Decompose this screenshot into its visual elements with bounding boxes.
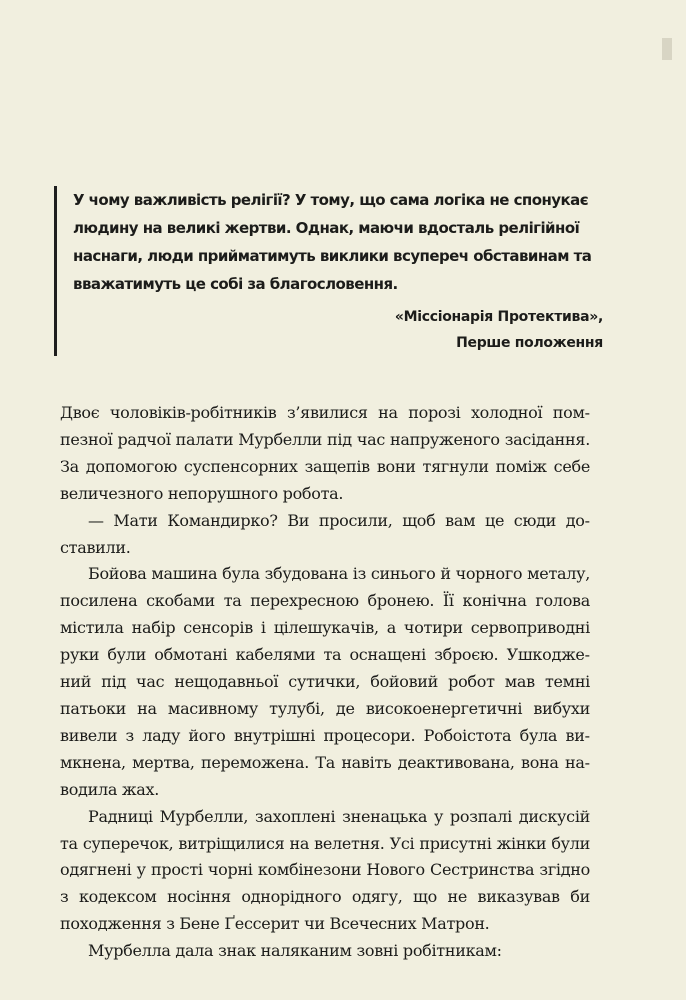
epigraph-quote: У чому важливість релігії? У тому, що сама логіка не спонукає людину на великі жертви. Однак, маючи вдосталь релігійної наснаги, люди прийматимуть виклики всупереч обставинам та вважатимуть це собі за благословення. bbox=[73, 191, 592, 293]
paragraph: — Мати Командирко? Ви просили, щоб вам це сюди доставили. bbox=[60, 510, 590, 557]
epigraph-source: «Міссіонарія Протективa», bbox=[394, 309, 603, 325]
paragraph: Двоє чоловіків-робітників з’явилися на порозі холодної помпезної радчої палати Мурбелли під час напруженого засідання. За допомогою суспенсорних защепів вони тягнули поміж себе величезного непорушного робота. bbox=[60, 403, 590, 503]
body-text bbox=[60, 400, 590, 965]
paragraph: Радниці Мурбелли, захоплені зненацька у розпалі дискусій та суперечок, витріщилися на велетня. Усі присутні жінки були одягнені у прості чорні комбінезони Нового Сестринства згідно з кодексом носіння однорідного одягу, що не виказував би походження з Бене Ґессерит чи Всечесних Матрон. bbox=[60, 806, 590, 934]
epigraph-section: Перше положення bbox=[456, 335, 603, 351]
paragraph: Мурбелла дала знак наляканим зовні робітникам: bbox=[88, 941, 502, 961]
paragraph: Бойова машина була збудована із синього й чорного металу, посилена скобами та перехресною бронею. Її конічна голова містила набір сенсорів і цілешукачів, а чотири сервоприводні руки були обмотані кабелями та оснащені зброєю. Ушкоджений під час нещодавньої сутички, бойовий робот мав темні патьоки на масивному тулубі, де високоенергетичні вибухи вивели з ладу його внутрішні процесори. Робоістота була вимкнена, мертва, переможена. Та навіть деактивована, вона наводила жах. bbox=[60, 564, 590, 799]
epigraph bbox=[54, 186, 603, 356]
epigraph-attribution bbox=[73, 304, 603, 356]
page-corner-mark bbox=[662, 38, 672, 60]
